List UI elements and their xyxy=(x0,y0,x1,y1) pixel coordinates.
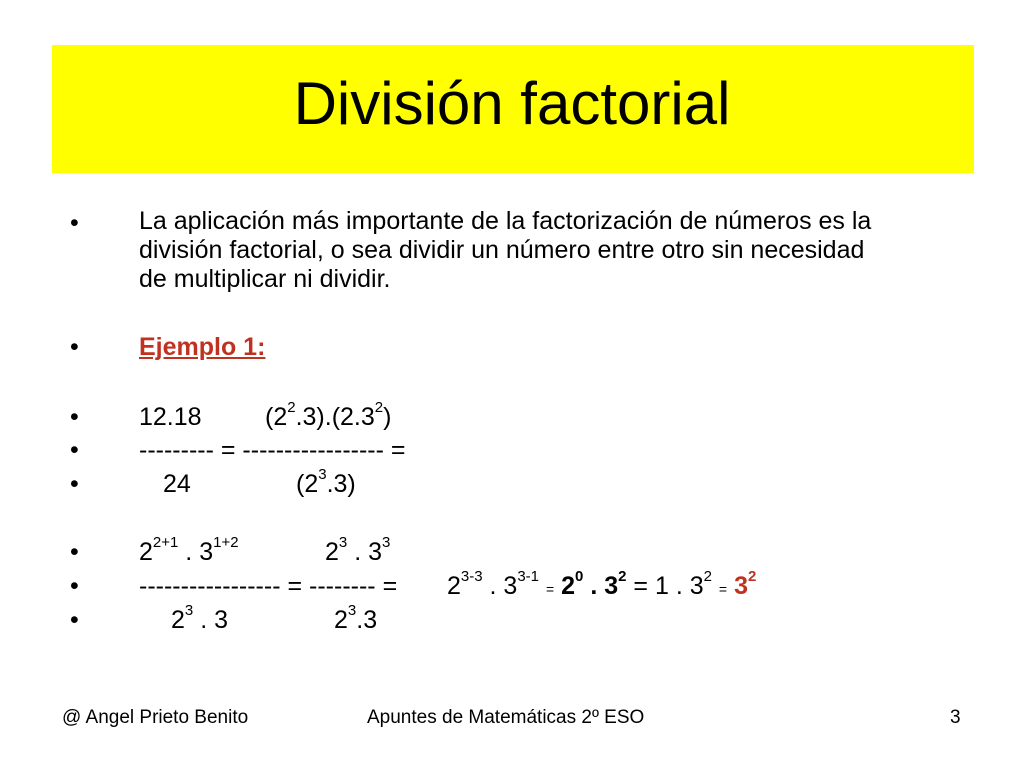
example-heading-text: Ejemplo 1: xyxy=(139,333,266,361)
combined-numerator: $2^{2+1}$ . $3^{1+2}$ xyxy=(139,534,239,566)
footer-author: @ Angel Prieto Benito xyxy=(62,707,249,728)
bullet-icon: • xyxy=(70,538,79,566)
example-row-4 xyxy=(139,534,391,566)
fraction-bars-2: ----------------- = -------- = xyxy=(139,572,398,600)
slide-title: División factorial xyxy=(293,70,731,137)
factored-denominator: $(2^3.3)$ xyxy=(296,466,356,498)
intro-line: de multiplicar ni dividir. xyxy=(139,265,391,293)
example-heading xyxy=(139,333,265,361)
final-result: $3^2$ xyxy=(734,568,757,600)
denominator: 24 xyxy=(163,470,191,498)
intro-paragraph xyxy=(139,207,979,294)
simplified-numerator: $2^3$ . $3^3$ xyxy=(325,534,391,566)
example-row-1 xyxy=(139,399,392,431)
intro-line: división factorial, o sea dividir un número entre otro sin necesidad xyxy=(139,236,865,264)
bullet-icon: • xyxy=(70,606,79,634)
fraction-bars-1: --------- = ----------------- = xyxy=(139,436,406,464)
simplified-denominator: $2^3.3$ xyxy=(334,602,378,634)
intro-line: La aplicación más importante de la factorización de números es la xyxy=(139,207,872,235)
factored-numerator: $(2^2.3).(2.3^2)$ xyxy=(265,399,392,431)
bullet-icon: • xyxy=(70,572,79,600)
bullet-icon: • xyxy=(70,470,79,498)
footer-course: Apuntes de Matemáticas 2º ESO xyxy=(367,707,645,728)
example-row-5 xyxy=(139,568,757,600)
footer-page-number: 3 xyxy=(950,707,961,728)
bullet-icon: • xyxy=(70,333,79,361)
bullet-icon: • xyxy=(70,209,79,237)
combined-denominator: $2^3$ . 3 xyxy=(171,602,228,634)
numerator: 12.18 xyxy=(139,403,202,431)
bullet-icon: • xyxy=(70,403,79,431)
bullet-icon: • xyxy=(70,436,79,464)
result-chain: 2$^{3-3}$ . $3^{3-1} = 2^0$ . $3^2 = 1$ . $3^2 = 3^2$ xyxy=(447,568,757,600)
